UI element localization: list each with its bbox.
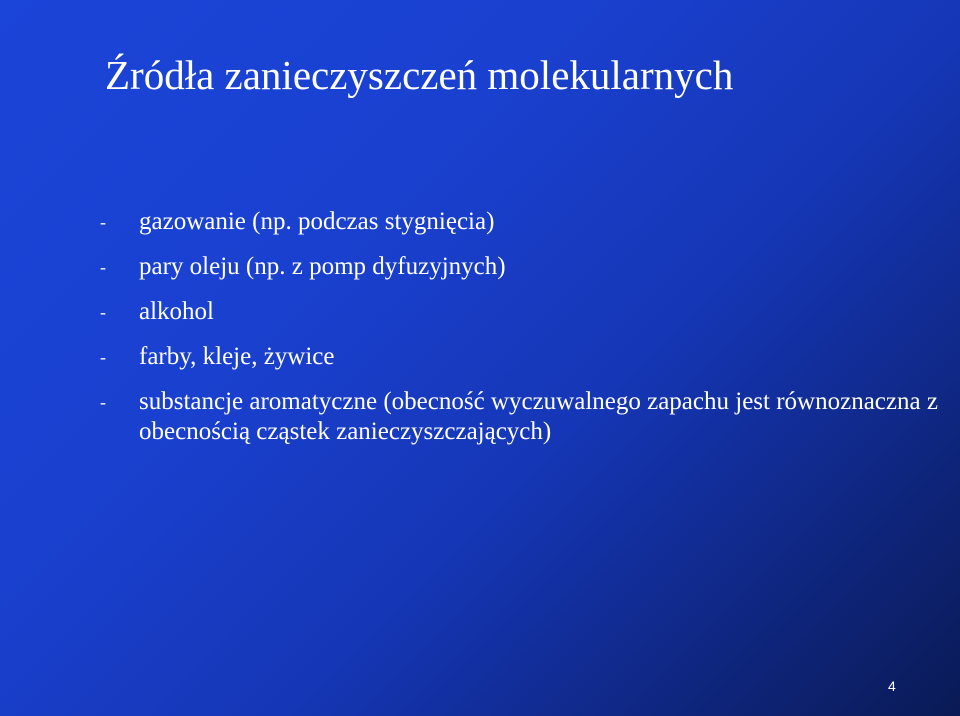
bullet-marker: -: [100, 257, 106, 277]
page-number: 4: [888, 678, 896, 694]
bullet-text: pary oleju (np. z pomp dyfuzyjnych): [139, 253, 506, 280]
list-item: [100, 342, 940, 372]
bullet-text: alkohol: [139, 298, 214, 325]
bullet-text: gazowanie (np. podczas stygnięcia): [139, 208, 495, 235]
bullet-list: [100, 207, 940, 462]
list-item: [100, 252, 940, 282]
bullet-marker: -: [100, 302, 106, 322]
bullet-marker: -: [100, 347, 106, 367]
bullet-marker: -: [100, 392, 106, 412]
list-item: [100, 207, 940, 237]
list-item: [100, 297, 940, 327]
list-item: [100, 387, 940, 447]
bullet-marker: -: [100, 212, 106, 232]
bullet-text: farby, kleje, żywice: [139, 343, 335, 370]
bullet-text: substancje aromatyczne (obecność wyczuwalnego zapachu jest równoznaczna z obecnością cząstek zanieczyszczających): [139, 388, 938, 445]
slide-title: Źródła zanieczyszczeń molekularnych: [105, 52, 734, 98]
